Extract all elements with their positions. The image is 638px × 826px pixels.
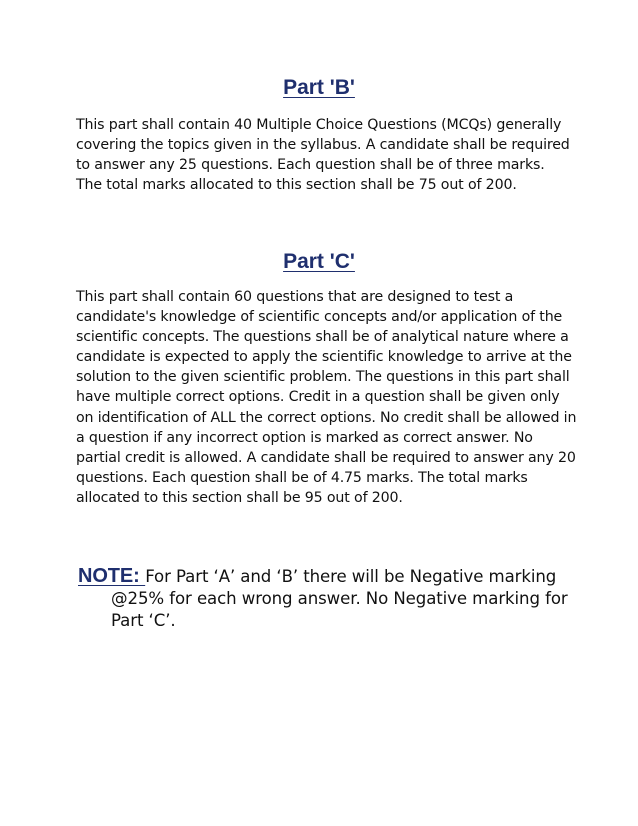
part-c-line: solution to the given scientific problem. The questions in this part shall	[76, 369, 570, 386]
part-c-line: scientific concepts. The questions shall be of analytical nature where a	[76, 329, 569, 346]
part-c-line: candidate is expected to apply the scientific knowledge to arrive at the	[76, 349, 572, 366]
part-b-heading: Part 'B'	[283, 76, 355, 99]
part-c-line: a question if any incorrect option is marked as correct answer. No	[76, 429, 533, 446]
part-b-line: This part shall contain 40 Multiple Choice Questions (MCQs) generally	[76, 117, 562, 133]
part-b-line: covering the topics given in the syllabus. A candidate shall be required	[76, 137, 570, 154]
part-c-line: candidate's knowledge of scientific concepts and/or application of the	[76, 309, 563, 326]
note-line: @25% for each wrong answer. No Negative marking for	[111, 589, 568, 608]
part-b-paragraph	[76, 115, 568, 195]
part-c-line: allocated to this section shall be 95 out of 200.	[76, 489, 403, 506]
note-line: For Part ‘A’ and ‘B’ there will be Negative marking	[145, 567, 557, 586]
part-b-line: to answer any 25 questions. Each question shall be of three marks.	[76, 157, 545, 174]
note-first-line	[78, 565, 578, 588]
part-c-line: on identification of ALL the correct options. No credit shall be allowed in	[76, 409, 577, 426]
part-c-line: This part shall contain 60 questions that are designed to test a	[76, 289, 514, 305]
part-c-line: have multiple correct options. Credit in a question shall be given only	[76, 389, 560, 406]
part-c-heading: Part 'C'	[283, 250, 355, 273]
part-c-line: partial credit is allowed. A candidate shall be required to answer any 20	[76, 449, 576, 466]
part-b-line: The total marks allocated to this section shall be 75 out of 200.	[76, 177, 517, 194]
note-label: NOTE:	[78, 565, 146, 587]
part-c-paragraph	[76, 287, 577, 508]
note-block	[78, 565, 578, 632]
note-line: Part ‘C’.	[111, 611, 176, 630]
part-c-line: questions. Each question shall be of 4.75 marks. The total marks	[76, 469, 528, 486]
